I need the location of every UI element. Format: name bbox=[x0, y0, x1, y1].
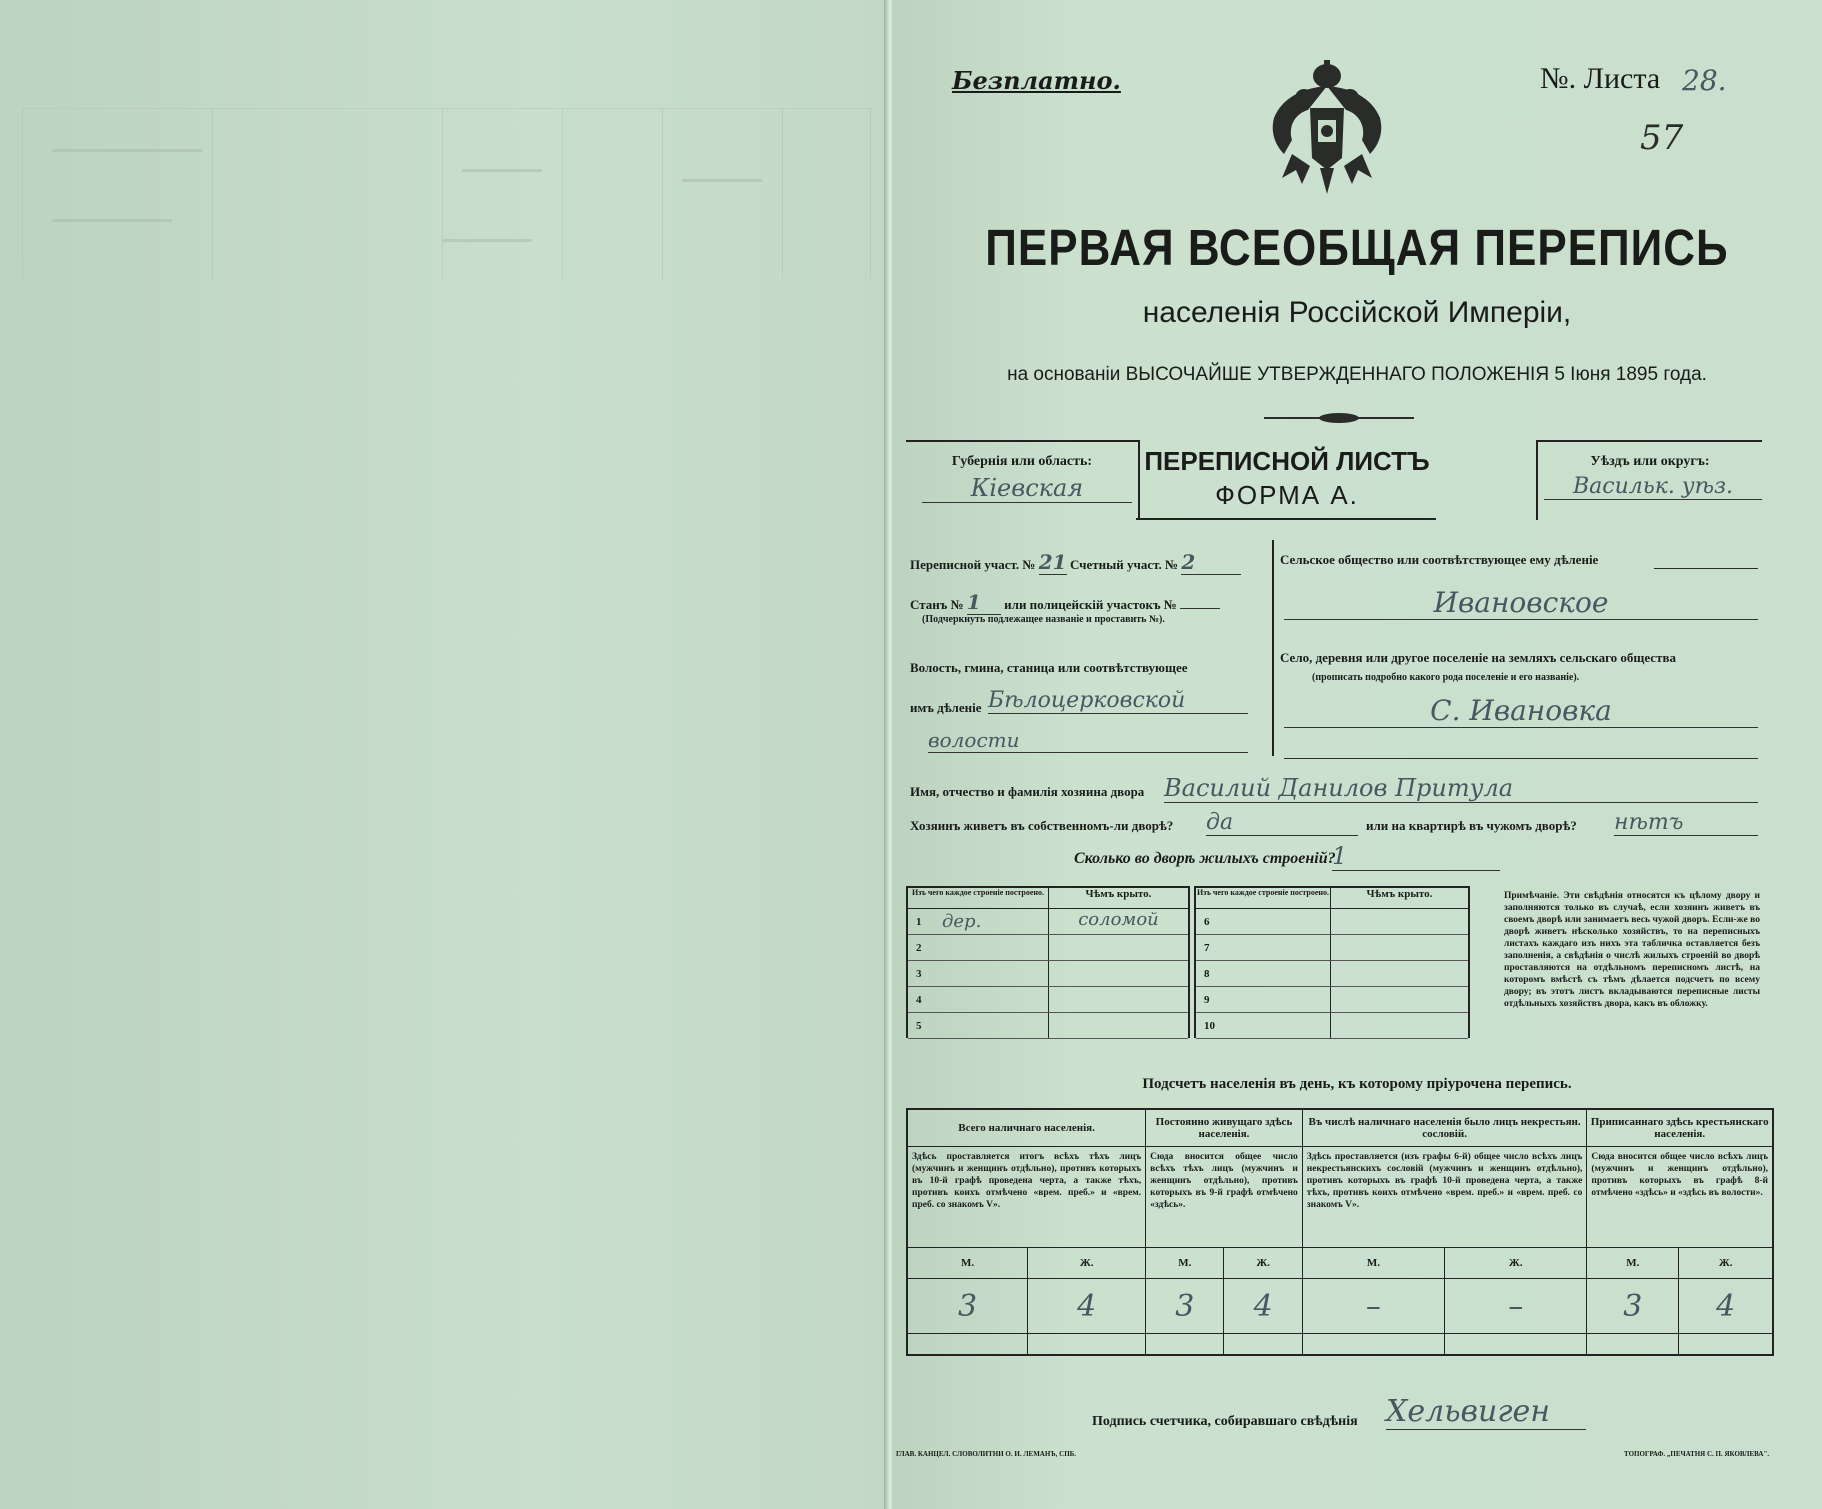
signature-label: Подпись счетчика, собиравшаго свѣдѣнія bbox=[1092, 1414, 1358, 1429]
building-roof-cell bbox=[1331, 909, 1468, 934]
form-title: ПЕРЕПИСНОЙ ЛИСТЪ bbox=[1144, 446, 1430, 476]
counting-district-value: 2 bbox=[1181, 550, 1241, 575]
buildings-row bbox=[1196, 987, 1468, 1013]
building-material-cell bbox=[1196, 961, 1331, 986]
village-note: (прописать подробно какого рода поселеніе и его названіе). bbox=[1312, 672, 1580, 683]
population-table bbox=[906, 1108, 1774, 1356]
building-number: 4 bbox=[916, 993, 922, 1006]
village-value: С. Ивановка bbox=[1284, 694, 1758, 728]
rented-label: или на квартирѣ въ чужомъ дворѣ? bbox=[1366, 818, 1577, 833]
population-col-desc: Сюда вносится общее число всѣхъ лицъ (мужчинъ и женщинъ отдѣльно), противъ которыхъ въ графѣ 8-й отмѣчено «здѣсь» и «здѣсь въ волости». bbox=[1587, 1147, 1773, 1248]
sheet-number-value: 28. bbox=[1682, 64, 1727, 97]
free-label: Безплатно. bbox=[952, 66, 1121, 95]
buildings-table bbox=[906, 886, 1466, 1038]
sheet-number-value-2: 57 bbox=[1640, 118, 1684, 158]
form-subtitle: ФОРМА А. bbox=[1215, 480, 1359, 510]
building-material-cell bbox=[908, 987, 1049, 1012]
building-roof-value bbox=[1049, 1013, 1188, 1038]
field-column-divider bbox=[1272, 540, 1274, 756]
volost-label-1: Волость, гмина, станица или соотвѣтствующее bbox=[910, 660, 1188, 675]
building-number: 3 bbox=[916, 967, 922, 980]
gubernia-box bbox=[906, 440, 1140, 520]
uezd-value: Васильк. уѣз. bbox=[1544, 474, 1762, 500]
empty-cell bbox=[907, 1334, 1028, 1356]
building-number: 6 bbox=[1204, 915, 1210, 928]
buildings-row bbox=[908, 909, 1188, 935]
building-roof-value bbox=[1049, 961, 1188, 986]
male-count: – bbox=[1302, 1279, 1444, 1334]
female-count: 4 bbox=[1028, 1279, 1146, 1334]
male-label: М. bbox=[1587, 1248, 1679, 1279]
police-label: или полицейскій участокъ № bbox=[1004, 597, 1177, 612]
census-district-label: Переписной участ. № bbox=[910, 557, 1036, 572]
building-number: 10 bbox=[1204, 1019, 1215, 1032]
building-number: 2 bbox=[916, 941, 922, 954]
empty-cell bbox=[1224, 1334, 1302, 1356]
building-roof-value bbox=[1049, 987, 1188, 1012]
stan-label: Станъ № bbox=[910, 597, 964, 612]
population-col-header: Приписаннаго здѣсь крестьянскаго населенія. bbox=[1587, 1109, 1773, 1147]
rural-society-label: Сельское общество или соотвѣтствующее ему дѣленіе bbox=[1280, 552, 1599, 567]
buildings-row bbox=[1196, 1013, 1468, 1039]
own-yard-label: Хозяинъ живетъ въ собственномъ-ли дворѣ? bbox=[910, 818, 1174, 833]
volost-label-2: имъ дѣленіе bbox=[910, 700, 982, 715]
empty-cell bbox=[1028, 1334, 1146, 1356]
building-number: 8 bbox=[1204, 967, 1210, 980]
bt-material-header: Изъ чего каждое строеніе построено. bbox=[908, 888, 1049, 908]
form-title-rule bbox=[1136, 518, 1436, 520]
building-roof-value: соломой bbox=[1078, 909, 1159, 930]
signature-value: Хельвиген bbox=[1386, 1394, 1586, 1430]
empty-cell bbox=[1302, 1334, 1444, 1356]
double-headed-eagle-emblem bbox=[1262, 58, 1392, 198]
uezd-box bbox=[1536, 440, 1762, 520]
female-count: 4 bbox=[1679, 1279, 1773, 1334]
printer-left: ГЛАВ. КАНЦЕЛ. СЛОВОЛИТНИ О. И. ЛЕМАНЪ, СПБ. bbox=[896, 1450, 1077, 1458]
bleed-through-table bbox=[22, 108, 872, 289]
buildings-row bbox=[1196, 961, 1468, 987]
uezd-label: Уѣздъ или округъ: bbox=[1590, 454, 1710, 469]
population-col-header: Всего наличнаго населенія. bbox=[907, 1109, 1146, 1147]
population-col-header: Въ числѣ наличнаго населенія было лицъ некрестьян. сословій. bbox=[1302, 1109, 1587, 1147]
sheet-number-label: №. Листа bbox=[1540, 62, 1661, 95]
population-col-desc: Здѣсь проставляется (изъ графы 6-й) общее число всѣхъ лицъ некрестьянскихъ сословій (мужчинъ и женщинъ отдѣльно), противъ которыхъ въ графѣ 10-й проведена черта, а также тѣхъ, противъ коихъ отмѣчено «врем. преб.» и «врем. преб. со знакомъ V». bbox=[1302, 1147, 1587, 1248]
building-number: 1 bbox=[916, 915, 922, 928]
building-material-cell bbox=[1196, 987, 1331, 1012]
building-material-cell bbox=[908, 961, 1049, 986]
population-col-desc: Здѣсь проставляется итогъ всѣхъ тѣхъ лицъ (мужчинъ и женщинъ отдѣльно), противъ которыхъ въ 10-й графѣ проведена черта, а также тѣхъ, противъ коихъ отмѣчено «врем. преб.» и «врем. преб. со знакомъ V». bbox=[907, 1147, 1146, 1248]
buildings-label: Сколько во дворѣ жилыхъ строеній? bbox=[1074, 850, 1336, 867]
male-count: 3 bbox=[907, 1279, 1028, 1334]
ornament-divider bbox=[1264, 412, 1414, 424]
male-label: М. bbox=[907, 1248, 1028, 1279]
bt-roof-header-2: Чѣмъ крыто. bbox=[1366, 888, 1433, 900]
population-col-desc: Сюда вносится общее число всѣхъ тѣхъ лицъ (мужчинъ и женщинъ отдѣльно), противъ которыхъ въ 9-й графѣ отмѣчено «здѣсь». bbox=[1146, 1147, 1303, 1248]
buildings-row bbox=[908, 987, 1188, 1013]
empty-cell bbox=[1679, 1334, 1773, 1356]
population-col-header: Постоянно живущаго здѣсь населенія. bbox=[1146, 1109, 1303, 1147]
volost-value-1: Бѣлоцерковской bbox=[988, 688, 1248, 714]
building-material-cell bbox=[908, 909, 1049, 934]
building-number: 9 bbox=[1204, 993, 1210, 1006]
female-label: Ж. bbox=[1028, 1248, 1146, 1279]
owner-value: Василий Данилов Притула bbox=[1164, 774, 1758, 803]
building-number: 5 bbox=[916, 1019, 922, 1032]
owner-label: Имя, отчество и фамилія хозяина двора bbox=[910, 784, 1145, 799]
empty-cell bbox=[1587, 1334, 1679, 1356]
building-material-cell bbox=[908, 1013, 1049, 1038]
counting-district-label: Счетный участ. № bbox=[1069, 557, 1179, 572]
stan-value: 1 bbox=[967, 590, 1001, 615]
gubernia-value: Кіевская bbox=[922, 474, 1132, 503]
rural-society-value: Ивановское bbox=[1284, 586, 1758, 620]
building-material-cell bbox=[1196, 935, 1331, 960]
subtitle: населенія Россійской Имперіи, bbox=[1142, 296, 1572, 329]
female-label: Ж. bbox=[1445, 1248, 1587, 1279]
female-label: Ж. bbox=[1224, 1248, 1302, 1279]
female-label: Ж. bbox=[1679, 1248, 1773, 1279]
building-roof-cell bbox=[1331, 935, 1468, 960]
empty-cell bbox=[1146, 1334, 1224, 1356]
male-label: М. bbox=[1146, 1248, 1224, 1279]
left-page bbox=[0, 0, 892, 1509]
building-roof-cell bbox=[1331, 961, 1468, 986]
printer-right: ТОПОГРАФ. „ПЕЧАТНЯ С. П. ЯКОВЛЕВА". bbox=[1624, 1450, 1770, 1458]
building-number: 7 bbox=[1204, 941, 1210, 954]
rented-value: нѣтъ bbox=[1614, 810, 1758, 836]
population-title: Подсчетъ населенія въ день, къ которому пріурочена перепись. bbox=[1142, 1076, 1572, 1092]
buildings-value: 1 bbox=[1332, 842, 1500, 871]
gubernia-label: Губернія или область: bbox=[951, 454, 1093, 469]
male-count: 3 bbox=[1587, 1279, 1679, 1334]
male-label: М. bbox=[1302, 1248, 1444, 1279]
volost-value-2: волости bbox=[928, 728, 1248, 753]
empty-cell bbox=[1445, 1334, 1587, 1356]
census-district-value: 21 bbox=[1038, 550, 1067, 574]
bt-roof-header: Чѣмъ крыто. bbox=[1085, 888, 1152, 900]
bt-material-header-2: Изъ чего каждое строеніе построено. bbox=[1196, 888, 1331, 908]
main-title: ПЕРВАЯ ВСЕОБЩАЯ ПЕРЕПИСЬ bbox=[985, 220, 1729, 277]
building-material-cell bbox=[908, 935, 1049, 960]
village-label: Село, деревня или другое поселеніе на земляхъ сельскаго общества bbox=[1280, 650, 1676, 665]
buildings-row bbox=[908, 1013, 1188, 1039]
police-note: (Подчеркнуть подлежащее названіе и проставить №). bbox=[922, 614, 1165, 625]
legal-basis: на основаніи ВЫСОЧАЙШЕ УТВЕРЖДЕННАГО ПОЛОЖЕНІЯ 5 Іюня 1895 года. bbox=[1007, 364, 1707, 385]
female-count: – bbox=[1445, 1279, 1587, 1334]
buildings-note: Примѣчаніе. Эти свѣдѣнія относятся къ цѣлому двору и заполняются только въ случаѣ, если хозяинъ живетъ въ своемъ дворѣ или занимаетъ весь чужой дворъ. Если-же во дворѣ живетъ нѣсколько хозяйствъ, то на переписныхъ листахъ каждаго изъ нихъ эта табличка оставляется безъ заполненія, а свѣдѣнія о числѣ жилыхъ строеній во дворѣ проставляются на отдѣльномъ переписномъ листѣ, на которомъ вмѣстѣ съ тѣмъ дѣлается подсчетъ по всему двору; въ этотъ листъ вкладываются переписные листы отдѣльныхъ хозяйствъ двора, какъ въ обложку. bbox=[1504, 891, 1760, 1009]
male-count: 3 bbox=[1146, 1279, 1224, 1334]
building-roof-value bbox=[1049, 935, 1188, 960]
census-form-page bbox=[892, 0, 1822, 1509]
own-yard-value: да bbox=[1206, 810, 1358, 836]
building-material-value: дер. bbox=[942, 911, 982, 932]
building-material-cell bbox=[1196, 1013, 1331, 1038]
building-material-cell bbox=[1196, 909, 1331, 934]
buildings-row bbox=[908, 961, 1188, 987]
building-roof-cell bbox=[1331, 1013, 1468, 1038]
building-roof-cell bbox=[1331, 987, 1468, 1012]
female-count: 4 bbox=[1224, 1279, 1302, 1334]
buildings-row bbox=[1196, 909, 1468, 935]
buildings-row bbox=[1196, 935, 1468, 961]
buildings-row bbox=[908, 935, 1188, 961]
